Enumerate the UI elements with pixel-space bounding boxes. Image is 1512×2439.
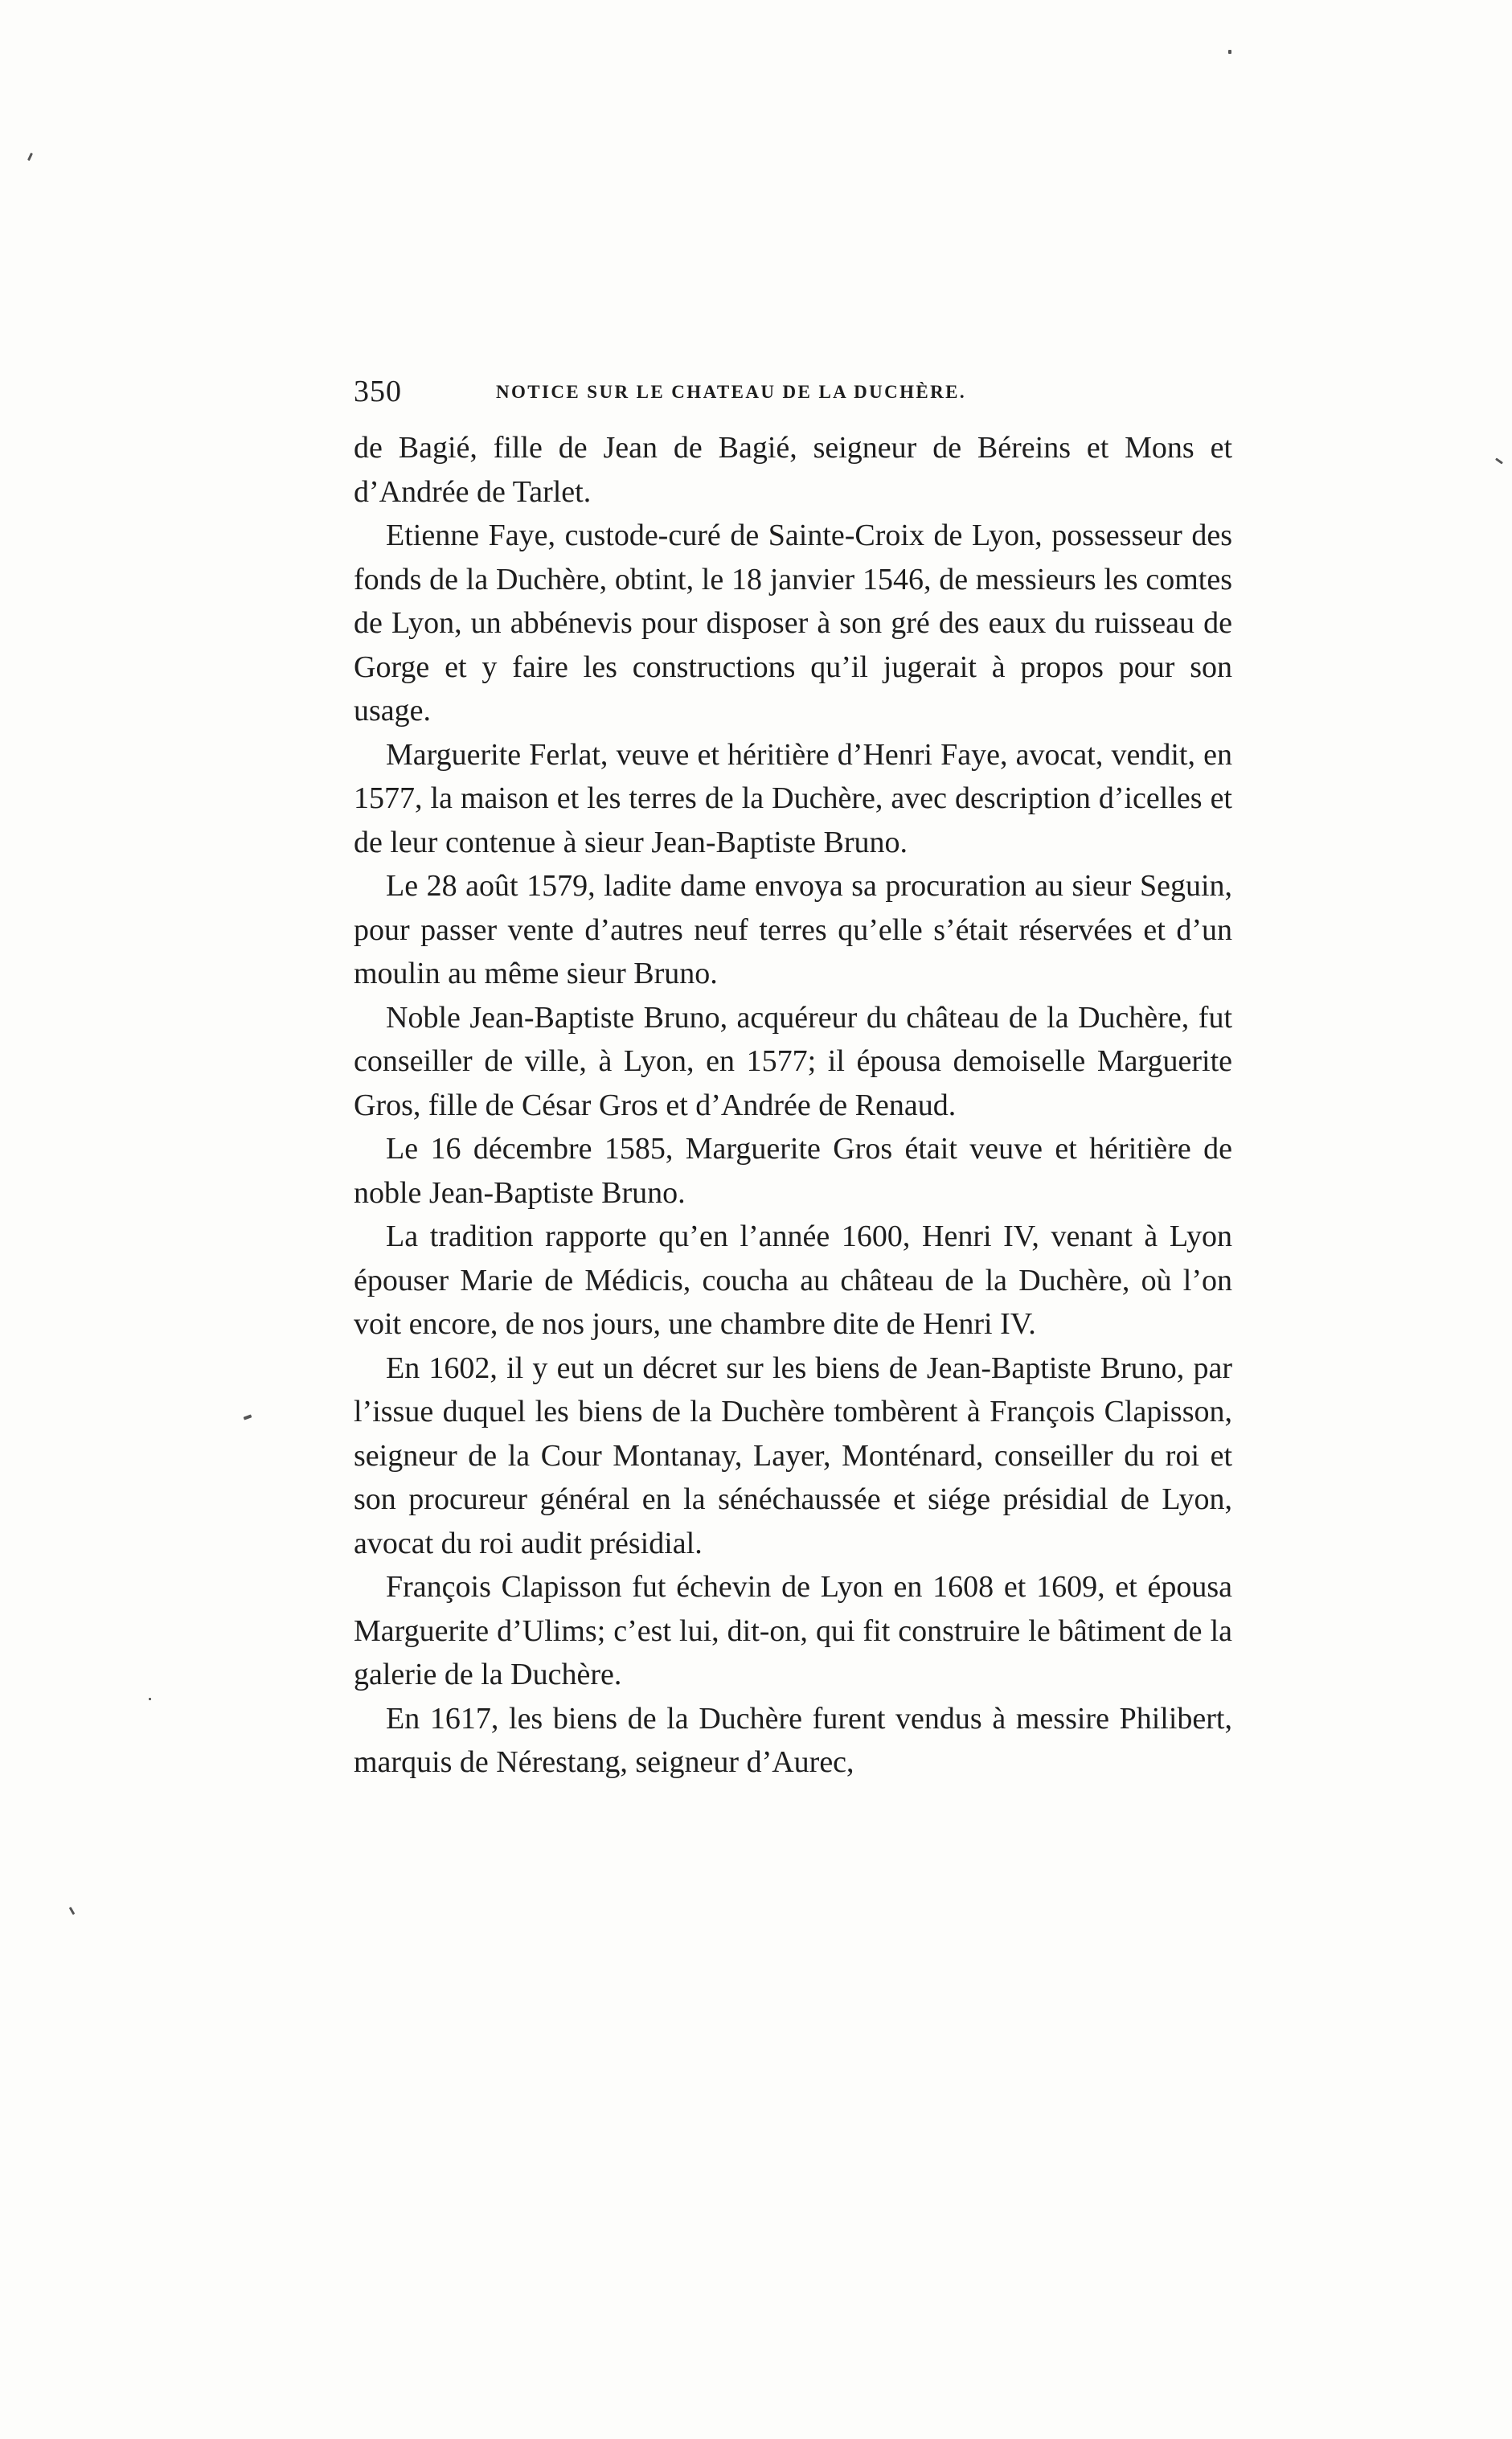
scan-speck (27, 153, 33, 161)
page-number: 350 (354, 375, 402, 408)
scan-speck (69, 1907, 76, 1915)
paragraph: En 1617, les biens de la Duchère furent vendus à messire Philibert, marquis de Nérestang, seigneur d’Aurec, (354, 1701, 1232, 1779)
scan-speck (149, 1698, 151, 1700)
running-head: NOTICE SUR LE CHATEAU DE LA DUCHÈRE. (496, 382, 967, 402)
scan-speck (1495, 457, 1503, 464)
paragraph: Le 28 août 1579, ladite dame envoya sa procuration au sieur Seguin, pour passer vente d’autres neuf terres qu’elle s’était réservées et d’un moulin au même sieur Bruno. (354, 869, 1232, 990)
paragraph: Etienne Faye, custode-curé de Sainte-Croix de Lyon, possesseur des fonds de la Duchère, obtint, le 18 janvier 1546, de messieurs les comtes de Lyon, un abbénevis pour disposer à son gré des eaux du ruisseau de Gorge et y faire les constructions qu’il jugerait à propos pour son usage. (354, 519, 1232, 728)
paragraph: Marguerite Ferlat, veuve et héritière d’Henri Faye, avocat, vendit, en 1577, la maison et les terres de la Duchère, avec description d’icelles et de leur contenue à sieur Jean-Baptiste Bruno. (354, 737, 1232, 859)
paragraph: Noble Jean-Baptiste Bruno, acquéreur du château de la Duchère, fut conseiller de ville, à Lyon, en 1577; il épousa demoiselle Marguerite Gros, fille de César Gros et d’Andrée de Renaud. (354, 1000, 1232, 1122)
paragraph: de Bagié, fille de Jean de Bagié, seigneur de Béreins et Mons et d’Andrée de Tarlet. (354, 431, 1232, 509)
paragraph: La tradition rapporte qu’en l’année 1600, Henri IV, venant à Lyon épouser Marie de Médicis, coucha au château de la Duchère, où l’on voit encore, de nos jours, une chambre dite de Henri IV. (354, 1220, 1232, 1341)
page-header (354, 374, 1238, 422)
paragraph: Le 16 décembre 1585, Marguerite Gros était veuve et héritière de noble Jean-Baptiste Bruno. (354, 1132, 1232, 1210)
scan-speck (244, 1414, 252, 1420)
body-text (354, 426, 1232, 1785)
paragraph: François Clapisson fut échevin de Lyon en 1608 et 1609, et épousa Marguerite d’Ulims; c’est lui, dit-on, qui fit construire le bâtiment de la galerie de la Duchère. (354, 1570, 1232, 1691)
paragraph: En 1602, il y eut un décret sur les biens de Jean-Baptiste Bruno, par l’issue duquel les biens de la Duchère tombèrent à François Clapisson, seigneur de la Cour Montanay, Layer, Monténard, conseiller du roi et son procureur général en la sénéchaussée et siége présidial de Lyon, avocat du roi audit présidial. (354, 1351, 1232, 1560)
scan-speck (1228, 50, 1231, 54)
